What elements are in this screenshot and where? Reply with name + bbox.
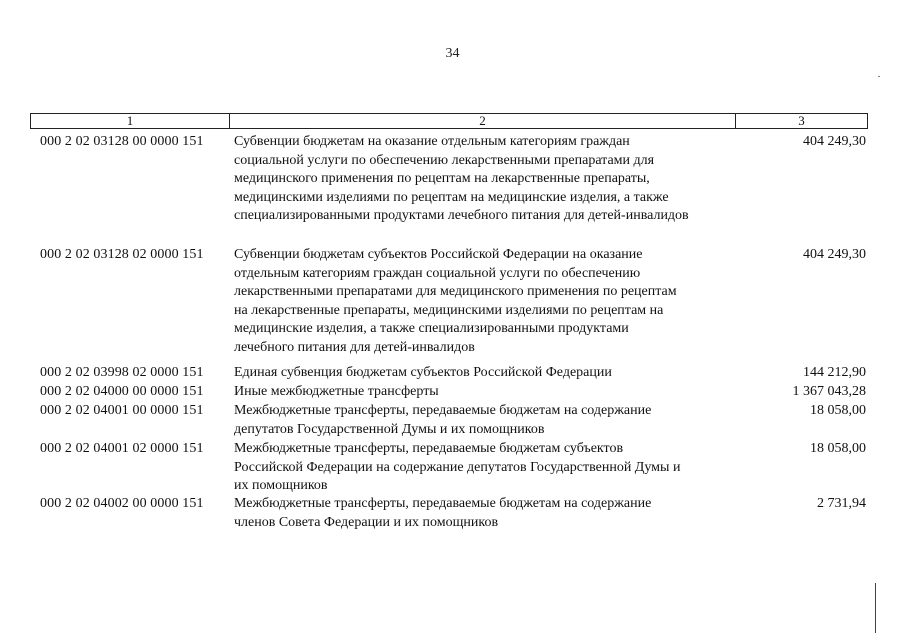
description-line: Единая субвенция бюджетам субъектов Российской Федерации (234, 365, 612, 380)
description-line: медицинскими изделиями по рецептам на медицинские изделия, а также (234, 189, 669, 205)
budget-code: 000 2 02 04000 00 0000 151 (40, 384, 204, 399)
description-line: Иные межбюджетные трансферты (234, 384, 439, 399)
row-description (234, 383, 734, 402)
description-line: депутатов Государственной Думы и их помощников (234, 421, 545, 437)
amount: 2 731,94 (817, 496, 866, 511)
description-line: социальной услуги по обеспечению лекарственными препаратами для (234, 152, 655, 168)
description-line: членов Совета Федерации и их помощников (234, 514, 499, 530)
row-description (234, 364, 734, 383)
description-line: специализированными продуктами лечебного питания для детей-инвалидов (234, 208, 689, 223)
column-header-2: 2 (230, 114, 736, 128)
row-description (234, 440, 734, 496)
description-line: Субвенции бюджетам субъектов Российской Федерации на оказание (234, 247, 643, 262)
scan-edge-line (875, 583, 876, 633)
amount: 404 249,30 (803, 134, 866, 149)
description-line: отдельным категориям граждан социальной услуги по обеспечению (234, 265, 641, 281)
description-line: Межбюджетные трансферты, передаваемые бюджетам на содержание (234, 496, 652, 511)
page-number: 34 (445, 46, 460, 61)
amount: 144 212,90 (803, 365, 866, 380)
description-line: лекарственными препаратами для медицинского применения по рецептам (234, 284, 677, 299)
row-description (234, 246, 734, 357)
column-header-1: 1 (31, 114, 230, 128)
description-line: Межбюджетные трансферты, передаваемые бюджетам на содержание (234, 403, 652, 418)
budget-code: 000 2 02 04002 00 0000 151 (40, 496, 204, 511)
description-line: на лекарственные препараты, медицинскими изделиями по рецептам на (234, 302, 664, 318)
description-line: Межбюджетные трансферты, передаваемые бюджетам субъектов (234, 441, 624, 456)
amount: 404 249,30 (803, 247, 866, 262)
row-description (234, 133, 734, 226)
budget-code: 000 2 02 04001 02 0000 151 (40, 441, 204, 456)
table-header (30, 113, 868, 129)
description-line: их помощников (234, 478, 328, 493)
scan-mark (878, 76, 880, 77)
row-description (234, 402, 734, 439)
column-header-3: 3 (798, 113, 805, 128)
description-line: медицинские изделия, а также специализированными продуктами (234, 321, 629, 336)
amount: 18 058,00 (810, 441, 866, 456)
row-description (234, 495, 734, 532)
budget-code: 000 2 02 03128 02 0000 151 (40, 247, 204, 262)
budget-code: 000 2 02 03128 00 0000 151 (40, 134, 204, 149)
description-line: лечебного питания для детей-инвалидов (234, 339, 475, 355)
budget-code: 000 2 02 03998 02 0000 151 (40, 365, 204, 380)
description-line: Российской Федерации на содержание депутатов Государственной Думы и (234, 459, 681, 475)
amount: 18 058,00 (810, 403, 866, 418)
amount: 1 367 043,28 (792, 384, 866, 399)
budget-code: 000 2 02 04001 00 0000 151 (40, 403, 204, 418)
description-line: Субвенции бюджетам на оказание отдельным категориям граждан (234, 134, 630, 149)
description-line: медицинского применения по рецептам на лекарственные препараты, (234, 171, 650, 186)
